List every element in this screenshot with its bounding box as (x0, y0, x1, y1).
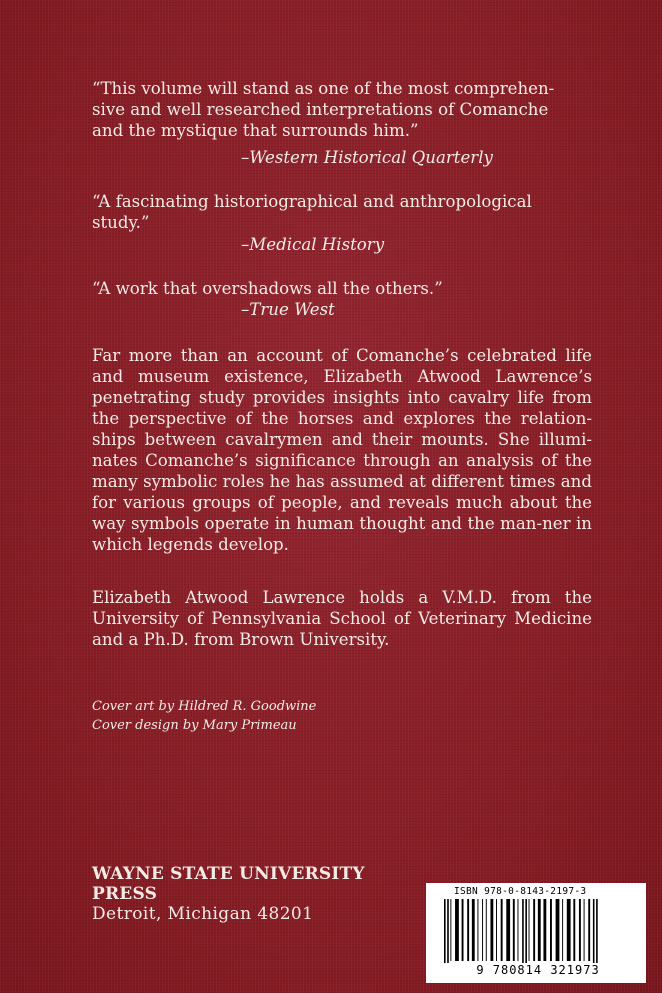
publisher-name: WAYNE STATE UNIVERSITY PRESS (92, 864, 365, 904)
barcode-bar (447, 899, 449, 969)
barcode-bar (496, 899, 497, 961)
cover-art-credit: Cover art by Hildred R. Goodwine (92, 699, 317, 714)
review-2-source: –Medical History (241, 235, 385, 254)
review-1 (92, 78, 592, 141)
barcode-bar (596, 899, 598, 969)
review-3-line-1: “A work that overshadows all the others.” (92, 279, 443, 298)
barcode-bar (490, 899, 493, 961)
barcode-bar (588, 899, 590, 961)
isbn-number: ISBN 978-0-8143-2197-3 (454, 886, 587, 897)
review-2-line-2: study.” (92, 213, 150, 232)
barcode-bar (472, 899, 475, 961)
review-3 (92, 278, 592, 299)
barcode-bar (525, 899, 527, 969)
review-1-line-2: sive and well researched interpretations of Comanche (92, 100, 549, 119)
review-2 (92, 191, 592, 233)
barcode-bar (579, 899, 581, 961)
barcode-bars (440, 899, 636, 969)
barcode-bar (450, 899, 451, 961)
publisher-block (92, 864, 432, 924)
cover-design-credit: Cover design by Mary Primeau (92, 718, 297, 733)
barcode-bar (455, 899, 459, 961)
author-bio-block (92, 587, 592, 650)
barcode-digits: 9 780814 321973 (440, 963, 636, 977)
author-bio: Elizabeth Atwood Lawrence holds a V.M.D. from the University of Pennsylvania School of Veterinary Medicine and a Ph.D. from Brown University. (92, 588, 592, 649)
isbn-barcode (426, 883, 646, 983)
barcode-bar (562, 899, 563, 961)
review-1-source: –Western Historical Quarterly (241, 148, 493, 167)
barcode-bar (533, 899, 535, 961)
barcode-bar (567, 899, 571, 961)
barcode-bar (556, 899, 560, 961)
review-1-line-1: “This volume will stand as one of the most comprehen- (92, 79, 555, 98)
barcode-bar (513, 899, 515, 961)
barcode-bar (529, 899, 530, 961)
barcode-bar (506, 899, 510, 961)
barcode-bar (467, 899, 469, 961)
barcode-bar (477, 899, 478, 961)
barcode-bar (543, 899, 546, 961)
barcode-bar (584, 899, 585, 961)
barcode-bar (518, 899, 519, 961)
cover-credits (92, 697, 592, 735)
review-1-line-3: and the mystique that surrounds him.” (92, 121, 419, 140)
barcode-bar (522, 899, 524, 969)
review-2-line-1: “A fascinating historiographical and anthropological (92, 192, 532, 211)
book-description-block (92, 345, 592, 555)
barcode-bar (444, 899, 446, 969)
review-3-source: –True West (241, 300, 335, 319)
barcode-bar (482, 899, 483, 961)
barcode-bar (573, 899, 575, 961)
book-description: Far more than an account of Comanche’s celebrated life and museum existence, Elizabeth Atwood Lawrence’s penetrating study provides insights into cavalry life from the perspective of the horses and explores the relation-ships between cavalrymen and their mounts. She illumi-nates Comanche’s significance through an analysis of the many symbolic roles he has assumed at different times and for various groups of people, and reveals much about the way symbols operate in human thought and the man-ner in which legends develop. (92, 346, 592, 554)
barcode-bar (486, 899, 487, 961)
barcode-bar (593, 899, 595, 969)
barcode-bar (501, 899, 503, 961)
barcode-bar (550, 899, 552, 961)
publisher-location: Detroit, Michigan 48201 (92, 904, 314, 924)
barcode-bar (462, 899, 464, 961)
barcode-bar (538, 899, 541, 961)
